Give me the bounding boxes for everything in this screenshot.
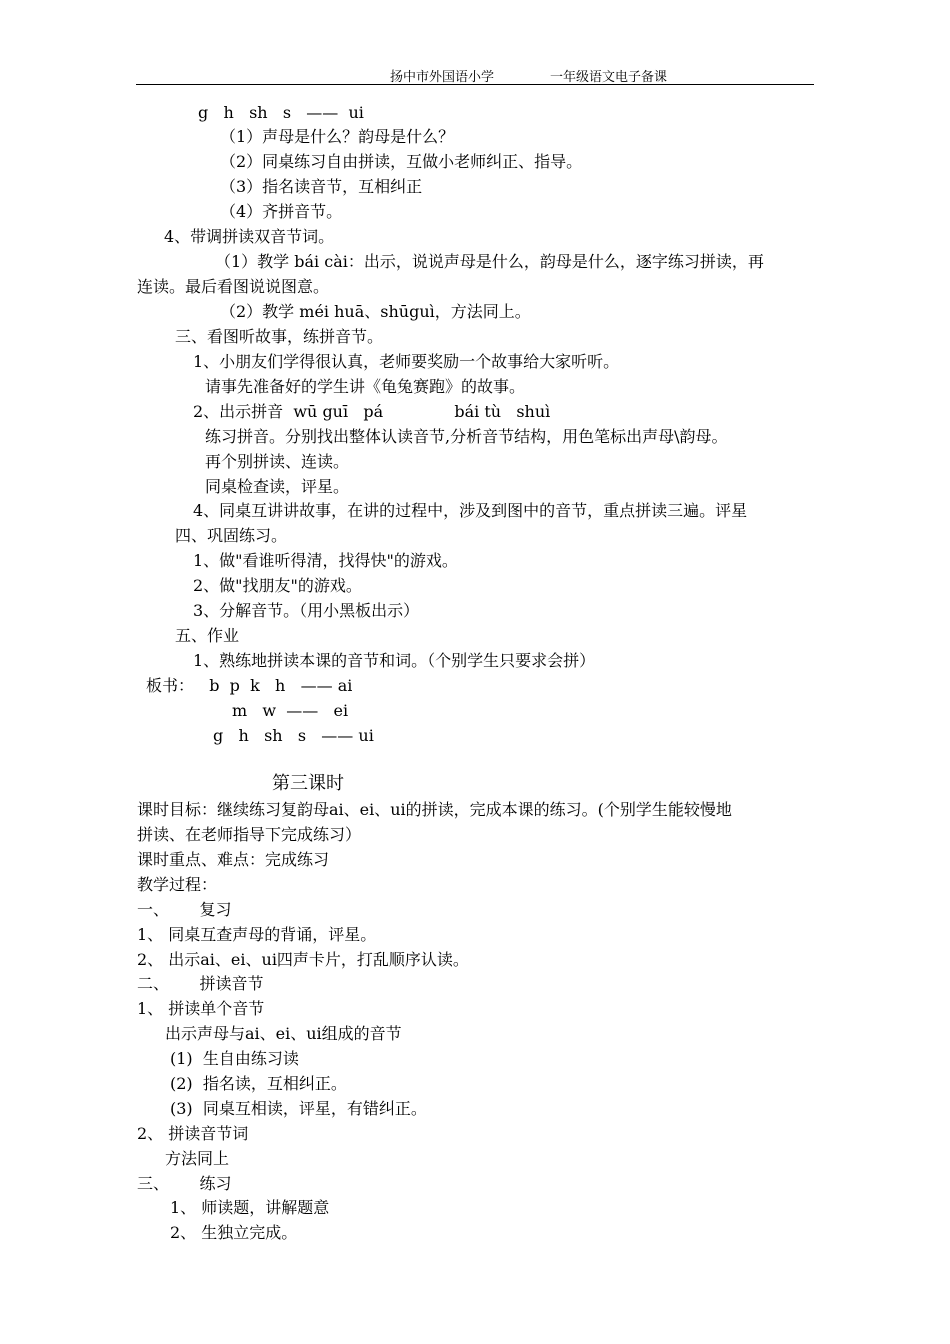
step-line: 连读。最后看图说说图意。 [137,277,330,296]
step-line: （1）教学 bái cài：出示，说说声母是什么，韵母是什么，逐字练习拼读，再 [215,252,764,271]
step-line: （2）同桌练习自由拼读，互做小老师纠正、指导。 [220,152,583,171]
step-line: (2) 指名读，互相纠正。 [170,1074,347,1093]
lesson-title: 第三课时 [272,773,344,794]
step-line: 同桌检查读，评星。 [205,477,350,496]
step-line: 再个别拼读、连读。 [205,452,350,471]
step-line: （2）教学 méi huā、shūguì，方法同上。 [220,302,531,321]
lesson-focus: 课时重点、难点：完成练习 [137,850,330,869]
step-line: 1、小朋友们学得很认真，老师要奖励一个故事给大家听听。 [193,352,620,371]
step-line: 1、 师读题，讲解题意 [170,1198,330,1217]
step-line: (1) 生自由练习读 [170,1049,299,1068]
step-line: 2、 拼读音节词 [137,1124,249,1143]
page-header [390,66,667,85]
lesson-goal: 课时目标：继续练习复韵母ai、ei、ui的拼读，完成本课的练习。(个别学生能较慢地 [137,800,732,819]
section-heading: 五、作业 [175,626,240,645]
process-heading: 教学过程： [137,875,218,894]
header-rule [136,84,814,85]
step-line: 1、做"看谁听得清，找得快"的游戏。 [193,551,458,570]
step-line: 练习拼音。分别找出整体认读音节,分析音节结构，用色笔标出声母\韵母。 [205,427,728,446]
step-line: （1）声母是什么？韵母是什么？ [220,127,455,146]
header-school: 扬中市外国语小学 [390,70,495,85]
section-heading: 三、 练习 [137,1174,232,1193]
section-heading: 三、看图听故事，练拼音节。 [175,327,384,346]
section-heading: 一、 复习 [137,900,232,919]
section-heading: 四、巩固练习。 [175,526,288,545]
board-notes: m w —— ei [232,701,349,720]
step-line: 2、做"找朋友"的游戏。 [193,576,362,595]
step-line: 请事先准备好的学生讲《龟兔赛跑》的故事。 [205,377,526,396]
board-notes: g h sh s —— ui [213,726,374,745]
step-line: 1、 同桌互查声母的背诵，评星。 [137,925,377,944]
step-line: 4、同桌互讲讲故事，在讲的过程中，涉及到图中的音节，重点拼读三遍。评星 [193,501,748,520]
section-heading: 二、 拼读音节 [137,974,264,993]
step-heading: 4、带调拼读双音节词。 [164,227,335,246]
step-line: 1、熟练地拼读本课的音节和词。（个别学生只要求会拼） [193,651,596,670]
step-line: 2、出示拼音 wū guī pá bái tù shuì [193,402,551,421]
pinyin-row: g h sh s —— ui [198,103,364,122]
lesson-goal: 拼读、在老师指导下完成练习） [137,825,362,844]
step-line: (3) 同桌互相读，评星，有错纠正。 [170,1099,427,1118]
step-line: 2、 出示ai、ei、ui四声卡片，打乱顺序认读。 [137,950,469,969]
step-line: 1、 拼读单个音节 [137,999,265,1018]
step-line: 3、分解音节。（用小黑板出示） [193,601,420,620]
header-subject: 一年级语文电子备课 [550,70,668,85]
step-line: 出示声母与ai、ei、ui组成的音节 [165,1024,402,1043]
step-line: 方法同上 [165,1149,230,1168]
board-notes: 板书： b p k h —— ai [146,676,353,695]
step-line: （4）齐拼音节。 [220,202,343,221]
step-line: 2、 生独立完成。 [170,1223,298,1242]
step-line: （3）指名读音节，互相纠正 [220,177,423,196]
